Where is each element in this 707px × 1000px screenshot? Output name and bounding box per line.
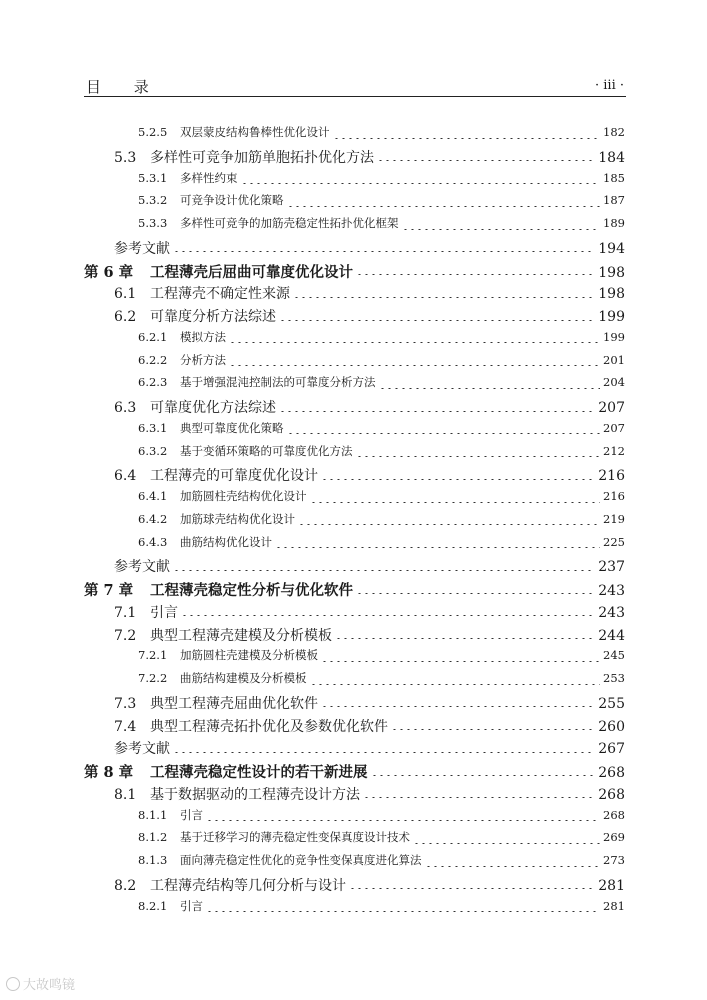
toc-entry[interactable]: [114, 625, 625, 647]
toc-entry-number: 8.1.3: [138, 853, 168, 867]
toc-entry[interactable]: [114, 283, 625, 305]
toc-entry[interactable]: [114, 556, 625, 578]
dot-leader: [310, 684, 601, 685]
toc-entry-page: 281: [598, 877, 625, 894]
dot-leader: [413, 843, 600, 844]
toc-entry-title: 加筋圆柱壳结构优化设计: [180, 489, 307, 503]
toc-entry-page: 253: [603, 671, 625, 685]
toc-entry[interactable]: [114, 716, 625, 738]
toc-entry-page: 255: [598, 695, 625, 712]
watermark-text: 大故鸣镜: [23, 978, 76, 993]
toc-entry[interactable]: [114, 397, 625, 419]
toc-entry[interactable]: [138, 647, 625, 669]
toc-entry[interactable]: [114, 875, 625, 897]
toc-entry-page: 268: [598, 765, 625, 781]
toc-entry-page: 198: [598, 264, 625, 281]
toc-entry[interactable]: [84, 761, 625, 783]
toc-entry-number: 5.2.5: [138, 125, 168, 139]
toc-entry-title: 参考文献: [114, 741, 170, 758]
toc-entry-title: 典型可靠度优化策略: [180, 420, 284, 435]
toc-entry-page: 268: [603, 807, 625, 822]
toc-entry-page: 281: [603, 898, 625, 913]
toc-entry-title: 基于变循环策略的可靠度优化方法: [180, 443, 353, 458]
running-header: [84, 76, 626, 97]
toc-entry-number: 5.3.1: [138, 170, 168, 185]
toc-entry-page: 260: [598, 718, 625, 735]
toc-entry[interactable]: [138, 192, 625, 214]
toc-entry-number: 8.1: [114, 786, 137, 803]
toc-entry-title: 工程薄壳稳定性分析与优化软件: [150, 582, 353, 599]
toc-entry[interactable]: [138, 829, 625, 851]
toc-entry[interactable]: [84, 579, 625, 601]
toc-entry-title: 基于数据驱动的工程薄壳设计方法: [150, 786, 360, 803]
toc-entry[interactable]: [138, 329, 625, 351]
toc-entry-number: 7.2: [114, 627, 137, 644]
toc-entry-title: 基于迁移学习的薄壳稳定性变保真度设计技术: [180, 830, 410, 845]
toc-entry-number: 6.4: [114, 468, 137, 485]
toc-entry-number: 6.2.3: [138, 375, 168, 390]
toc-entry-page: 194: [598, 240, 625, 257]
toc-entry[interactable]: [114, 306, 625, 328]
toc-entry-number: 5.3.3: [138, 216, 168, 230]
toc-entry-page: 198: [598, 286, 625, 303]
toc-entry-number: 6.2.1: [138, 329, 168, 344]
dot-leader: [229, 342, 600, 343]
toc-entry-page: 273: [603, 853, 625, 867]
toc-entry-number: 8.2: [114, 877, 137, 894]
dot-leader: [173, 251, 595, 252]
toc-entry-title: 多样性约束: [180, 170, 238, 185]
toc-entry-title: 分析方法: [180, 352, 226, 367]
dot-leader: [321, 661, 600, 662]
toc-entry-title: 典型工程薄壳屈曲优化软件: [150, 695, 318, 712]
dot-leader: [356, 593, 595, 594]
toc-entry[interactable]: [84, 261, 625, 283]
dot-leader: [275, 547, 600, 548]
toc-entry-number: 8.1.2: [138, 830, 168, 845]
dot-leader: [335, 638, 595, 639]
toc-entry-number: 6.2.2: [138, 352, 168, 367]
toc-entry-page: 269: [603, 830, 625, 845]
toc-entry[interactable]: [138, 352, 625, 374]
toc-entry-page: 244: [598, 627, 625, 644]
toc-entry-title: 典型工程薄壳拓扑优化及参数优化软件: [150, 718, 388, 735]
toc-entry-page: 189: [603, 216, 625, 230]
toc-entry-number: 6.4.2: [138, 511, 168, 526]
toc-entry-title: 可靠度分析方法综述: [150, 309, 276, 325]
watermark-logo-icon: [6, 977, 20, 991]
toc-entry[interactable]: [114, 238, 625, 260]
toc-entry-page: 207: [598, 400, 625, 416]
dot-leader: [206, 820, 600, 821]
toc-entry-number: 6.3: [114, 400, 137, 416]
dot-leader: [173, 752, 595, 753]
dot-leader: [181, 615, 595, 616]
toc-entry-page: 268: [598, 786, 625, 803]
dot-leader: [379, 388, 601, 389]
toc-entry-number: 6.4.1: [138, 489, 168, 503]
toc-entry-number: 5.3: [114, 149, 137, 166]
toc-entry-title: 曲筋结构建模及分析模板: [180, 671, 307, 685]
toc-entry-page: 201: [603, 352, 625, 367]
dot-leader: [321, 706, 595, 707]
toc-entry-page: 243: [598, 583, 625, 599]
dot-leader: [402, 229, 601, 230]
dot-leader: [279, 320, 595, 321]
header-title: 目 录: [86, 78, 151, 96]
toc-entry-number: 6.3.2: [138, 443, 168, 458]
toc-entry-title: 曲筋结构优化设计: [180, 534, 272, 549]
toc-entry-page: 237: [598, 559, 625, 576]
toc-entry-number: 8.1.1: [138, 807, 168, 822]
toc-entry[interactable]: [138, 852, 625, 874]
toc-entry-title: 参考文献: [114, 559, 170, 576]
dot-leader: [298, 524, 600, 525]
toc-entry-title: 工程薄壳稳定性设计的若干新进展: [150, 764, 368, 781]
dot-leader: [229, 365, 600, 366]
toc-entry-title: 双层蒙皮结构鲁棒性优化设计: [180, 125, 330, 139]
toc-entry-page: 225: [603, 534, 625, 549]
dot-leader: [356, 274, 595, 275]
toc-entry[interactable]: [138, 215, 625, 237]
toc-entry-page: 245: [603, 648, 625, 663]
toc-entry[interactable]: [138, 488, 625, 510]
dot-leader: [287, 206, 601, 207]
toc-entry[interactable]: [138, 374, 625, 396]
toc-entry-number: 第 8 章: [84, 764, 134, 781]
header-page-number: · iii ·: [594, 78, 624, 93]
toc-entry-title: 工程薄壳不确定性来源: [150, 286, 290, 303]
toc-entry-number: 7.2.2: [138, 671, 168, 685]
toc-entry-page: 267: [598, 741, 625, 758]
toc-entry-title: 引言: [150, 604, 178, 621]
toc-entry-title: 工程薄壳的可靠度优化设计: [150, 468, 318, 485]
dot-leader: [391, 729, 595, 730]
toc-entry[interactable]: [114, 784, 625, 806]
watermark: [6, 974, 75, 993]
toc-entry-page: 219: [603, 511, 625, 526]
dot-leader: [310, 502, 601, 503]
dot-leader: [293, 297, 595, 298]
dot-leader: [287, 433, 601, 434]
toc-entry[interactable]: [138, 420, 625, 442]
dot-leader: [377, 160, 595, 161]
toc-entry-title: 参考文献: [114, 240, 170, 257]
toc-entry-title: 多样性可竞争加筋单胞拓扑优化方法: [150, 149, 374, 166]
toc-entry[interactable]: [138, 124, 625, 146]
toc-entry[interactable]: [138, 807, 625, 829]
toc-entry[interactable]: [138, 898, 625, 920]
toc-entry-title: 工程薄壳后屈曲可靠度优化设计: [150, 263, 353, 281]
toc-entry-page: 204: [603, 375, 625, 390]
toc-entry-page: 199: [598, 309, 625, 325]
toc-entry[interactable]: [114, 465, 625, 487]
toc-entry[interactable]: [114, 147, 625, 169]
dot-leader: [241, 183, 601, 184]
toc-entry-title: 多样性可竞争的加筋壳稳定性拓扑优化框架: [180, 216, 399, 230]
toc-entry-page: 199: [603, 329, 625, 344]
toc-entry-title: 可靠度优化方法综述: [150, 400, 276, 416]
toc-entry-page: 216: [598, 468, 625, 485]
toc-entry-title: 引言: [180, 898, 203, 913]
dot-leader: [349, 888, 595, 889]
toc-entry-title: 可竞争设计优化策略: [180, 193, 284, 208]
toc-entry-title: 模拟方法: [180, 329, 226, 344]
toc-entry-title: 加筋圆柱壳建模及分析模板: [180, 648, 318, 663]
dot-leader: [425, 866, 601, 867]
dot-leader: [206, 911, 600, 912]
toc-entry-number: 7.3: [114, 695, 137, 712]
toc-entry-page: 182: [603, 125, 625, 139]
toc-entry-page: 216: [603, 489, 625, 503]
dot-leader: [356, 456, 601, 457]
toc-entry-number: 7.2.1: [138, 648, 168, 663]
dot-leader: [279, 411, 595, 412]
toc-entry-page: 243: [598, 604, 625, 621]
dot-leader: [363, 797, 595, 798]
toc-entry-number: 7.1: [114, 604, 137, 621]
toc-entry-page: 212: [603, 443, 625, 458]
toc-entry-title: 加筋球壳结构优化设计: [180, 511, 295, 526]
toc-entry[interactable]: [138, 170, 625, 192]
toc-entry-number: 6.1: [114, 286, 137, 303]
dot-leader: [321, 479, 595, 480]
toc-entry[interactable]: [138, 670, 625, 692]
toc-entry-page: 207: [603, 420, 625, 435]
toc-entry-title: 基于增强混沌控制法的可靠度分析方法: [180, 375, 376, 390]
toc-entry-page: 187: [603, 193, 625, 208]
toc-entry[interactable]: [114, 602, 625, 624]
toc-entry-page: 184: [598, 149, 625, 166]
dot-leader: [173, 570, 595, 571]
toc-entry-number: 6.4.3: [138, 534, 168, 549]
toc-entry-number: 7.4: [114, 718, 137, 735]
toc-entry-number: 5.3.2: [138, 193, 168, 208]
toc-entry-number: 8.2.1: [138, 898, 168, 913]
toc-entry-number: 第 7 章: [84, 582, 134, 599]
dot-leader: [333, 138, 601, 139]
toc-entry[interactable]: [114, 738, 625, 760]
toc-entry[interactable]: [138, 443, 625, 465]
toc-entry[interactable]: [138, 511, 625, 533]
toc-entry-number: 6.2: [114, 309, 137, 325]
toc-entry-page: 185: [603, 170, 625, 185]
toc-entry-title: 引言: [180, 807, 203, 822]
toc-entry-title: 典型工程薄壳建模及分析模板: [150, 627, 332, 644]
toc-entry-title: 面向薄壳稳定性优化的竞争性变保真度进化算法: [180, 853, 422, 867]
toc-entry-title: 工程薄壳结构等几何分析与设计: [150, 877, 346, 894]
toc-entry-number: 6.3.1: [138, 420, 168, 435]
toc-entry[interactable]: [114, 693, 625, 715]
toc-entry-number: 第 6 章: [84, 263, 134, 281]
toc-entry[interactable]: [138, 534, 625, 556]
dot-leader: [371, 775, 596, 776]
